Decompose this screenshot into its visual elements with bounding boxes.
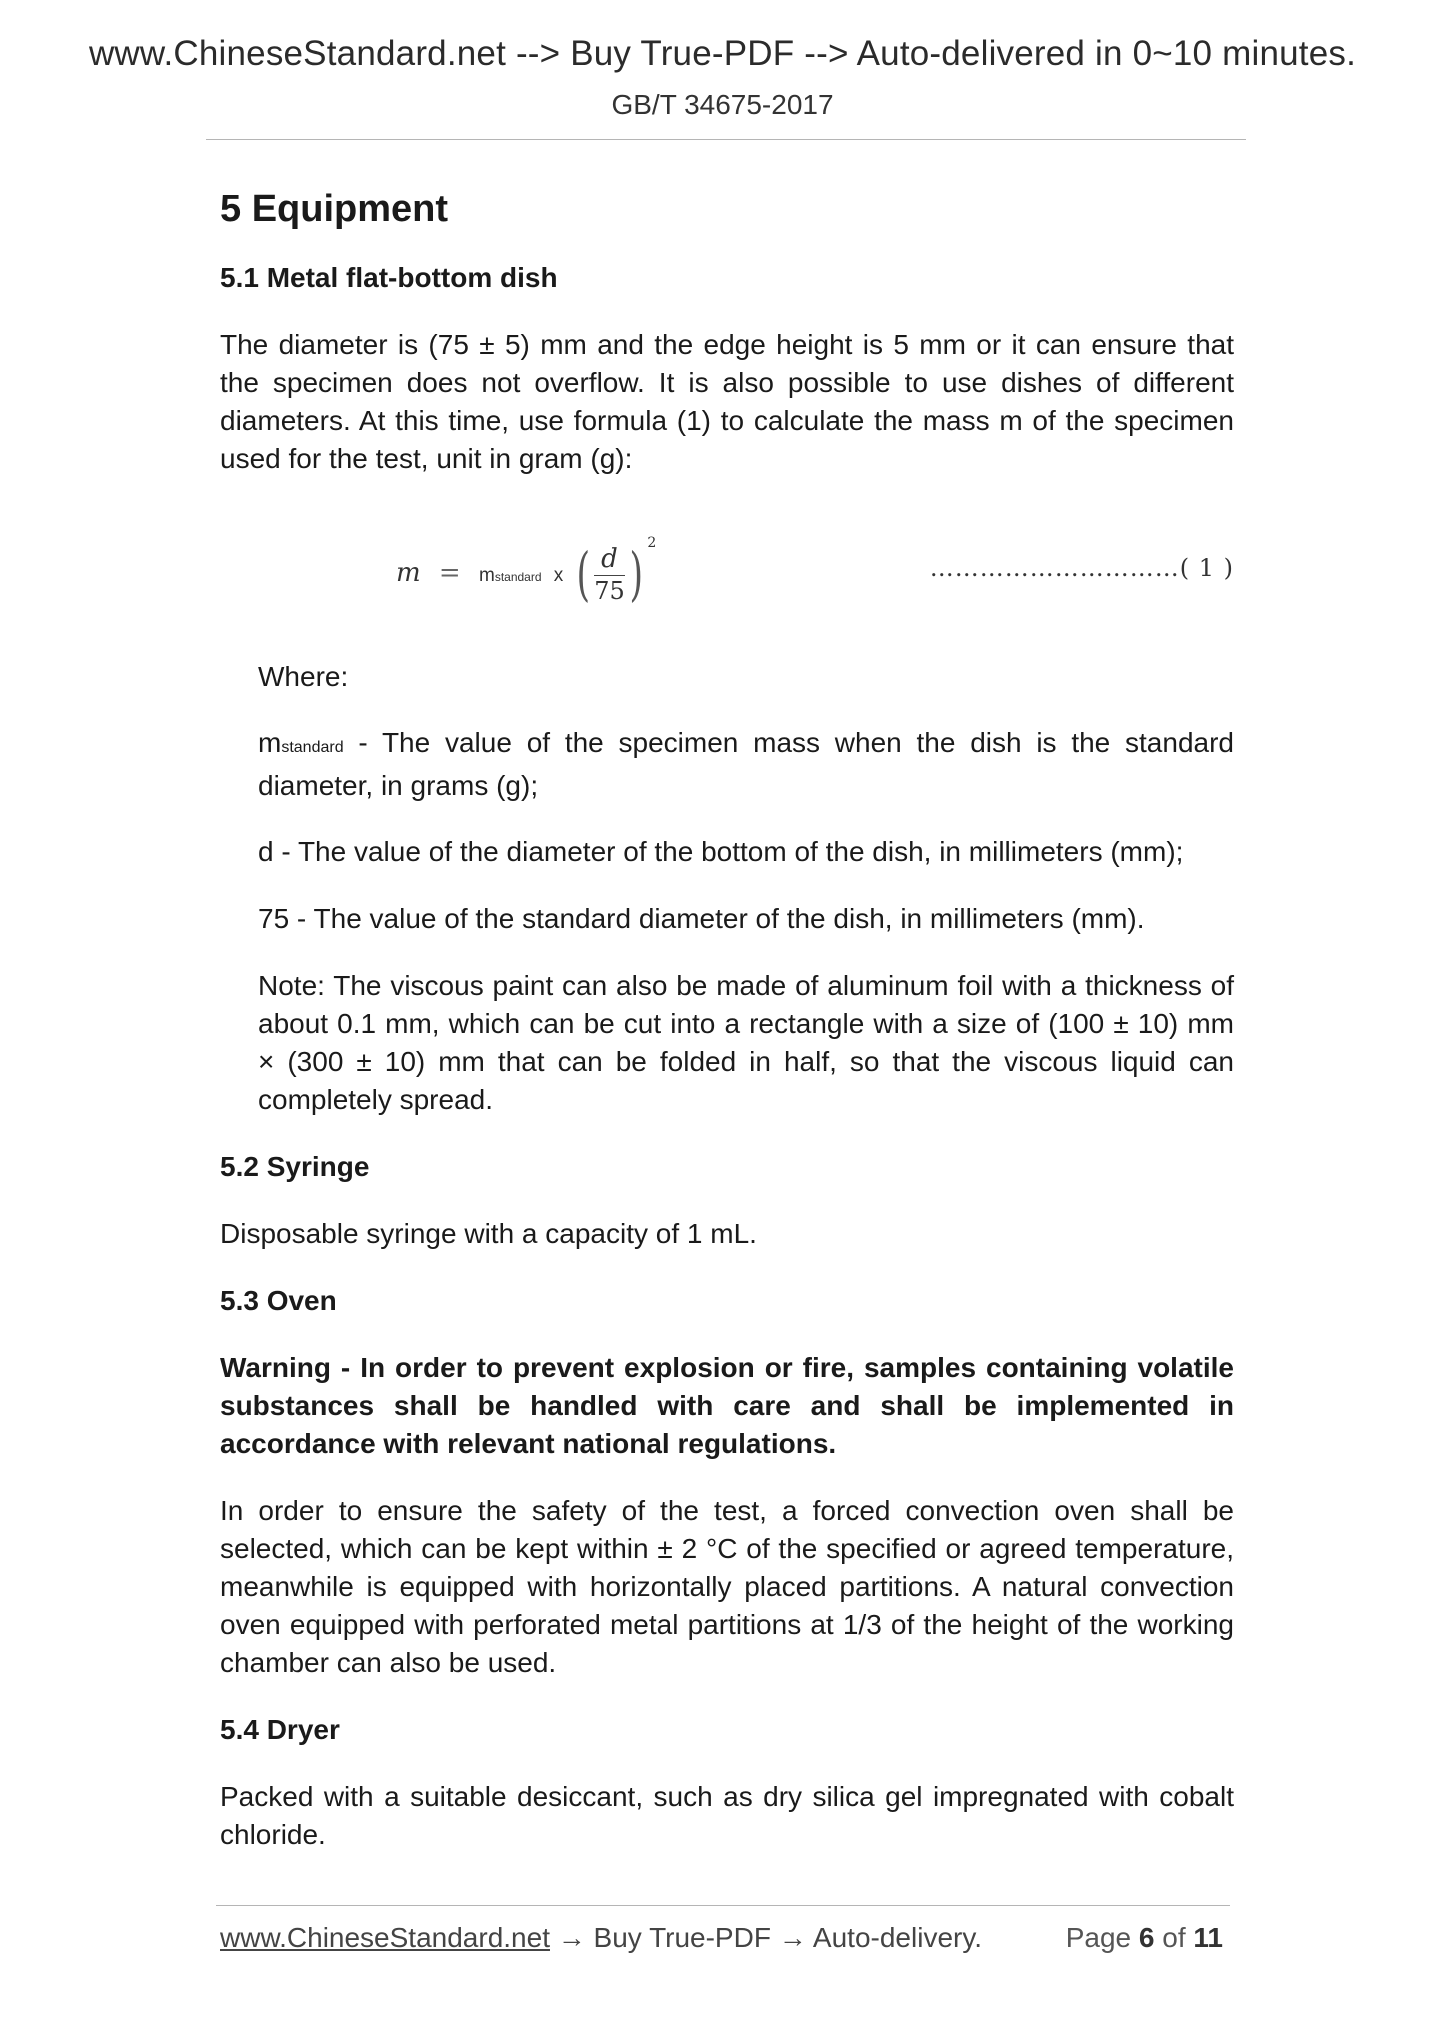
section-5-1-body: The diameter is (75 ± 5) mm and the edge height is 5 mm or it can ensure that the specimen does not overflow. It is also possible to use dishes of different diameters. At this time, use formula (1) to calculate the mass m of the specimen used for the test, unit in gram (g): [220, 329, 1234, 474]
left-paren-icon: ( [576, 540, 590, 608]
formula-number: …………………………( 1 ) [929, 554, 1234, 582]
formula-numerator: d [594, 543, 625, 576]
section-5-1-title: 5.1 Metal flat-bottom dish [220, 262, 558, 293]
formula-mstandard: mstandard [478, 565, 542, 586]
section-5-2-title: 5.2 Syringe [220, 1151, 370, 1182]
right-paren-icon: ) [629, 540, 643, 608]
formula-exponent: 2 [647, 535, 657, 551]
section-5-3-body: In order to ensure the safety of the test, a forced convection oven shall be selected, which can be kept within ± 2 °C of the specified or agreed temperature, meanwhile is equipped with horizontally placed partitions. A natural convection oven equipped with perforated metal partitions at 1/3 of the height of the working chamber can also be used. [220, 1495, 1234, 1678]
formula-times: x [553, 565, 564, 586]
section-5-2-body: Disposable syringe with a capacity of 1 mL. [220, 1218, 757, 1249]
formula-denominator: 75 [594, 576, 625, 605]
formula-fraction [594, 543, 625, 606]
formula-1 [220, 516, 1234, 646]
site-banner: www.ChineseStandard.net --> Buy True-PDF --> Auto-delivered in 0~10 minutes. [88, 34, 1357, 73]
warning-text: Warning - In order to prevent explosion or fire, samples containing volatile substances shall be handled with care and shall be implemented in accordance with relevant national regulations. [220, 1352, 1234, 1459]
page-content [220, 185, 1234, 1854]
footer-site-link[interactable]: www.ChineseStandard.net [220, 1922, 550, 1953]
def-75: 75 - The value of the standard diameter of the dish, in millimeters (mm). [258, 903, 1145, 934]
document-id: GB/T 34675-2017 [611, 89, 834, 120]
header-divider [206, 139, 1246, 140]
footer-link[interactable]: www.ChineseStandard.net → Buy True-PDF → Auto-delivery. [220, 1922, 983, 1953]
page-indicator: Page 6 of 11 [1065, 1922, 1223, 1953]
formula-expression [396, 535, 657, 608]
section-5-3-title: 5.3 Oven [220, 1285, 337, 1316]
note-text: Note: The viscous paint can also be made of aluminum foil with a thickness of about 0.1 mm, which can be cut into a rectangle with a size of (100 ± 10) mm × (300 ± 10) mm that can be folded in half, so that the viscous liquid can completely spread. [258, 970, 1234, 1115]
def-d: d - The value of the diameter of the bottom of the dish, in millimeters (mm); [258, 836, 1184, 867]
where-label: Where: [258, 661, 349, 692]
section-5-4-body: Packed with a suitable desiccant, such as dry silica gel impregnated with cobalt chloride. [220, 1781, 1234, 1850]
section-title: 5 Equipment [220, 188, 449, 230]
section-5-4-title: 5.4 Dryer [220, 1714, 340, 1745]
footer-divider [216, 1905, 1230, 1906]
formula-lhs: m [396, 558, 421, 588]
def-mstandard: mstandard - The value of the specimen mass when the dish is the standard diameter, in grams (g); [258, 727, 1234, 801]
formula-equals: = [438, 558, 461, 588]
